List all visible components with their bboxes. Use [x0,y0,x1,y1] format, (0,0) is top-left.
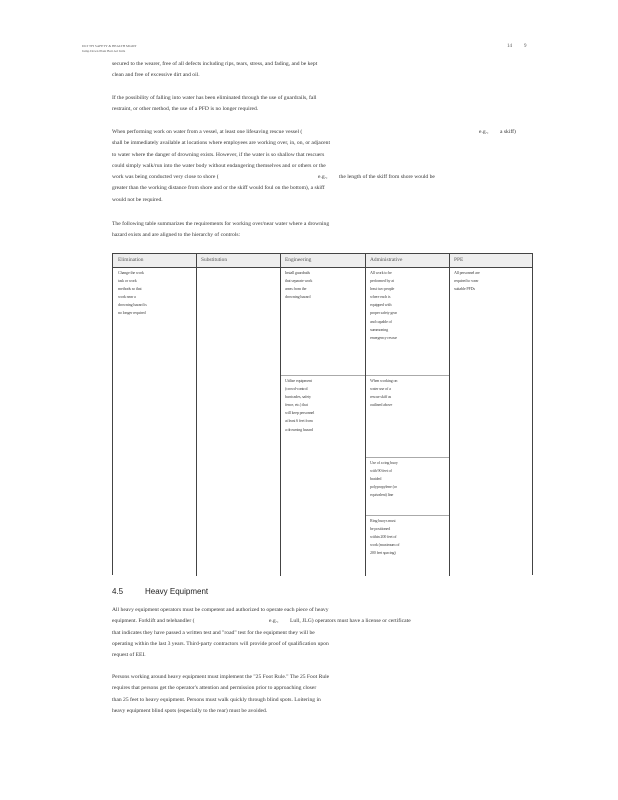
cell-line: Ring buoys must [370,518,396,523]
text-line-end: Lull, JLG) operators must have a license or certificate [290,618,411,625]
cell-divider [366,457,449,458]
text-line-end: the length of the skiff from shore would be [339,174,435,181]
cell-line: water use of a [370,386,391,392]
cell-line: When working on [370,378,398,383]
page-number-left: 14 [507,44,512,49]
text-line: secured to the wearer, free of all defects including rips, tears, stress, and fading, and be kept [112,61,318,67]
cell-line: equipped with [370,302,392,308]
text-line: The following table summarizes the requirements for working over/near water where a drowning [112,221,330,227]
section-heading [112,587,209,596]
text-line: operating within the last 3 years. Third-party contractors will provide proof of qualification upon [112,640,329,647]
cell-line: will keep personnel [285,410,315,416]
cell-line: areas from the [285,286,307,292]
text-line: would not be required. [112,196,163,203]
cell-engineering-guardrails [285,269,312,301]
text-line: hazard exists and are aligned to the hierarchy of controls: [112,232,241,239]
cell-line: with 90 feet of [370,468,392,474]
cell-line: a drowning hazard [285,426,313,432]
cell-line: suitable PFDs [454,286,475,292]
text-line: could simply walk/run into the water body without endangering themselves and or others or the [112,162,326,169]
hierarchy-of-controls-table [112,253,533,575]
cell-divider [366,515,449,516]
text-line: work was being conducted very close to shore ( [112,174,219,181]
column-header-substitution: Substitution [201,257,228,263]
cell-line: and capable of [370,318,392,324]
paragraph-pfd-condition [112,59,317,82]
column-divider [280,254,281,576]
column-divider [365,254,366,576]
text-line: clean and free of excessive dirt and oil. [112,72,200,79]
page-number-right: 9 [524,44,527,49]
text-line-end: a skiff) [500,129,516,135]
cell-line: equivalent) line [370,492,394,498]
cell-line: summoning [370,326,388,332]
table-header-row [113,254,532,268]
text-line: If the possibility of falling into water has been eliminated through the use of guardrails, fall [112,95,317,101]
cell-divider [366,375,449,376]
text-line: restraint, or other method, the use of a PFD is no longer required. [112,106,259,113]
text-line: heavy equipment blind spots (especially to the rear) must be avoided. [112,707,268,714]
cell-line: drowning hazard [285,294,311,300]
cell-line: All work to be [370,270,392,275]
cell-admin-ring-buoy [370,459,398,499]
cell-line: (crowd-control [285,386,308,392]
cell-line: no longer required [118,310,146,316]
running-header [82,44,137,53]
text-line: shall be immediately available at locations where employees are working over, in, on, or adjacent [112,140,331,147]
cell-line: task or work [118,278,137,284]
text-eg: e.g., [479,129,489,135]
cell-line: work (maximum of [370,542,400,548]
cell-divider [281,375,365,376]
paragraph-fall-elimination [112,93,316,116]
cell-line: performed by at [370,278,394,284]
cell-line: least two people [370,286,395,292]
section-number: 4.5 [112,587,124,596]
cell-admin-rescue-skiff [370,377,397,409]
cell-admin-two-people [370,269,397,342]
cell-line: polypropylene (or [370,484,397,490]
cell-line: within 200 feet of [370,534,397,540]
paragraph-table-intro [112,219,329,242]
column-header-elimination: Elimination [118,257,144,263]
cell-line: emergency rescue [370,334,397,340]
column-divider [196,254,197,576]
cell-line: required to wear [454,278,479,284]
column-divider [449,254,450,576]
text-line: greater than the working distance from shore and or the skiff would foul on the bottom), a skiff [112,185,325,192]
cell-line: that separate work [285,278,313,284]
cell-line: braided [370,476,382,482]
text-eg: e.g., [318,174,328,181]
text-line: equipment. Forklift and telehandler ( [112,618,195,625]
paragraph-operator-qualification [112,605,411,661]
cell-line: fence, etc.) that [285,402,308,408]
section-title: Heavy Equipment [145,587,209,596]
text-line: than 25 feet to heavy equipment. Persons must walk quickly through blind spots. Loitering in [112,696,321,703]
text-eg: e.g., [269,618,279,625]
column-header-engineering: Engineering [285,257,312,263]
cell-line: barricades, safety [285,394,311,400]
text-line: to water where the danger of drowning exists. However, if the water is so shallow that rescuers [112,151,325,158]
cell-line: proper safety gear [370,310,397,316]
cell-line: methods so that [118,286,142,292]
cell-line: Install guardrails [285,270,310,275]
text-line: requires that persons get the operator's attention and permission prior to approaching closer [112,685,317,692]
header-line-2: Jump Down Plant Batt Act Intls [82,48,126,53]
text-line: All heavy equipment operators must be competent and authorized to operate each piece of heavy [112,607,329,613]
column-header-administrative: Administrative [370,257,403,263]
cell-line: Utilize equipment [285,378,312,383]
cell-elimination [118,269,147,318]
header-line-1: DLT TFI SAFETY & HEALTH MGMT [82,44,137,48]
cell-ppe [454,269,480,293]
cell-engineering-barricades [285,377,314,434]
cell-line: work near a [118,294,136,300]
cell-line: where each is [370,294,391,300]
cell-admin-buoy-spacing [370,517,399,557]
cell-line: 200 feet spacing) [370,550,396,556]
paragraph-rescue-vessel [112,127,516,206]
cell-line: at least 6 feet from [285,418,313,424]
cell-line: outlined above [370,402,393,408]
cell-line: Use of a ring buoy [370,460,398,465]
text-line: Persons working around heavy equipment must implement the "25 Foot Rule." The 25 Foot Rule [112,674,330,680]
cell-line: rescue skiff as [370,394,392,400]
text-line: that indicates they have passed a written test and "road" test for the equipment they will be [112,629,315,636]
cell-line: All personnel are [454,270,480,275]
cell-line: drowning hazard is [118,302,147,308]
cell-line: Change the work [118,270,144,275]
text-line: request of EEI. [112,652,146,659]
column-header-ppe: PPE [454,257,464,263]
paragraph-25-foot-rule [112,672,329,717]
text-line: When performing work on water from a vessel, at least one lifesaving rescue vessel ( [112,129,303,135]
cell-line: be positioned [370,526,390,532]
